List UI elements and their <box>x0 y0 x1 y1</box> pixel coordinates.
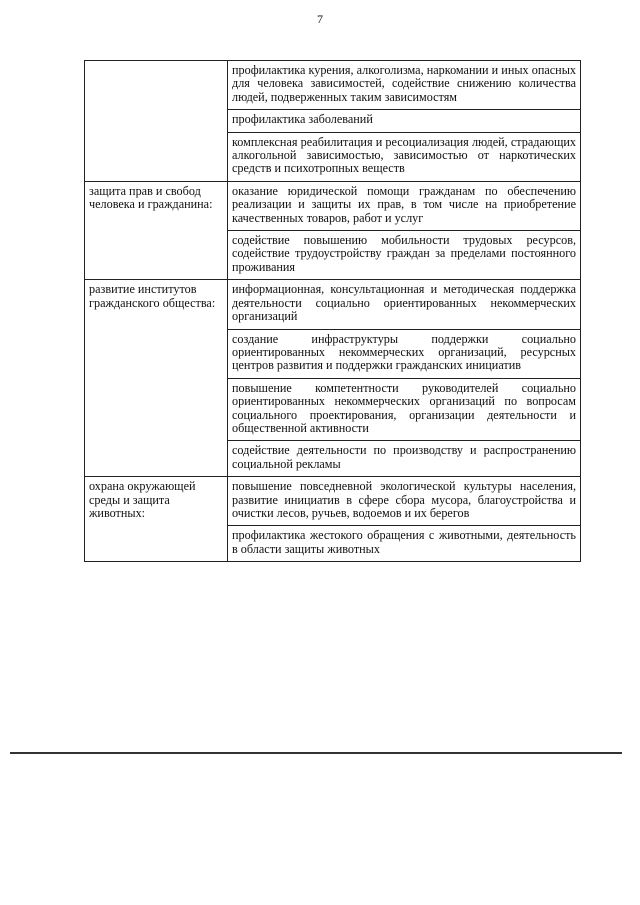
activity-cell: профилактика заболеваний <box>228 110 581 132</box>
activity-cell: информационная, консультационная и методическая поддержка деятельности социально ориентированных некоммерческих организаций <box>228 280 581 329</box>
category-cell: охрана окружающей среды и защита животных: <box>85 477 228 562</box>
activity-cell: оказание юридической помощи гражданам по обеспечению реализации и защиты их прав, в том числе на приобретение качественных товаров, работ и услуг <box>228 181 581 230</box>
bottom-divider <box>10 752 622 754</box>
table-row <box>85 61 581 110</box>
category-cell <box>85 61 228 182</box>
table-row <box>85 477 581 526</box>
activity-cell: комплексная реабилитация и ресоциализация людей, страдающих алкогольной зависимостью, зависимостью от наркотических средств и психотропных веществ <box>228 132 581 181</box>
activity-cell: создание инфраструктуры поддержки социально ориентированных некоммерческих организаций, ресурсных центров развития и поддержки гражданских инициатив <box>228 329 581 378</box>
activity-cell: повышение компетентности руководителей социально ориентированных некоммерческих организаций по вопросам социального проектирования, организации деятельности и общественной активности <box>228 378 581 441</box>
page-number: 7 <box>317 12 323 26</box>
activity-cell: повышение повседневной экологической культуры населения, развитие инициатив в сфере сбора мусора, благоустройства и очистки лесов, ручьев, водоемов и их берегов <box>228 477 581 526</box>
activity-cell: содействие повышению мобильности трудовых ресурсов, содействие трудоустройству граждан за пределами постоянного проживания <box>228 231 581 280</box>
category-cell: защита прав и свобод человека и гражданина: <box>85 181 228 279</box>
activity-cell: профилактика жестокого обращения с животными, деятельность в области защиты животных <box>228 526 581 562</box>
table-row <box>85 181 581 230</box>
activities-table <box>84 60 581 562</box>
activity-cell: содействие деятельности по производству и распространению социальной рекламы <box>228 441 581 477</box>
category-cell: развитие институтов гражданского общества: <box>85 280 228 477</box>
activity-cell: профилактика курения, алкоголизма, наркомании и иных опасных для человека зависимостей, содействие снижению количества людей, подверженных таким зависимостям <box>228 61 581 110</box>
table-row <box>85 280 581 329</box>
